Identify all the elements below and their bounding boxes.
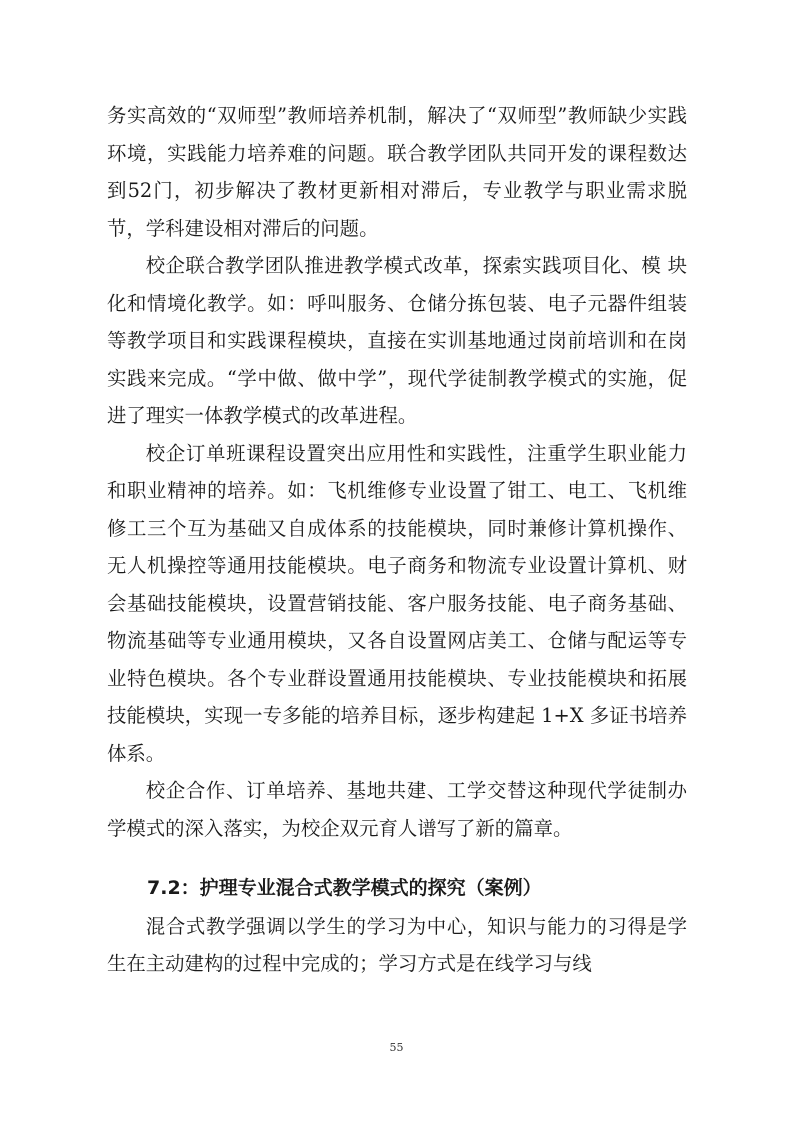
page-number: 55 [389,1041,404,1054]
paragraph-blended-teaching: 混合式教学强调以学生的学习为中心，知识与能力的习得是学生在主动建构的过程中完成的；学习方式是在线学习与线 [107,914,687,975]
paragraph-order-class-curriculum: 校企订单班课程设置突出应用性和实践性，注重学生职业能力和职业精神的培养。如：飞机维修专业设置了钳工、电工、飞机维修工三个互为基础又自成体系的技能模块，同时兼修计算机操作、无人机操控等通用技能模块。电子商务和物流专业设置计算机、财会基础技能模块，设置营销技能、客户服务技能、电子商务基础、物流基础等专业通用模块，又各自设置网店美工、仓储与配运等专业特色模块。各个专业群设置通用技能模块、专业技能模块和拓展技能模块，实现一专多能的培养目标，逐步构建起 1+X 多证书培养体系。 [107,441,687,765]
paragraph-teaching-reform: 校企联合教学团队推进教学模式改革，探索实践项目化、模 块化和情境化教学。如：呼叫服务、仓储分拣包装、电子元器件组装等教学项目和实践课程模块，直接在实训基地通过岗前培训和在岗实践来完成。“学中做、做中学”，现代学徒制教学模式的实施，促进了理实一体教学模式的改革进程。 [107,254,687,427]
paragraph-apprenticeship-summary: 校企合作、订单培养、基地共建、工学交替这种现代学徒制办学模式的深入落实，为校企双元育人谱写了新的篇章。 [107,779,687,840]
paragraph-continued: 务实高效的“双师型”教师培养机制，解决了“双师型”教师缺少实践环境，实践能力培养难的问题。联合教学团队共同开发的课程数达到52门，初步解决了教材更新相对滞后，专业教学与职业需求脱节，学科建设相对滞后的问题。 [107,104,687,240]
page-body [107,97,687,983]
section-heading: 7.2：护理专业混合式教学模式的探究（案例） [147,877,542,899]
